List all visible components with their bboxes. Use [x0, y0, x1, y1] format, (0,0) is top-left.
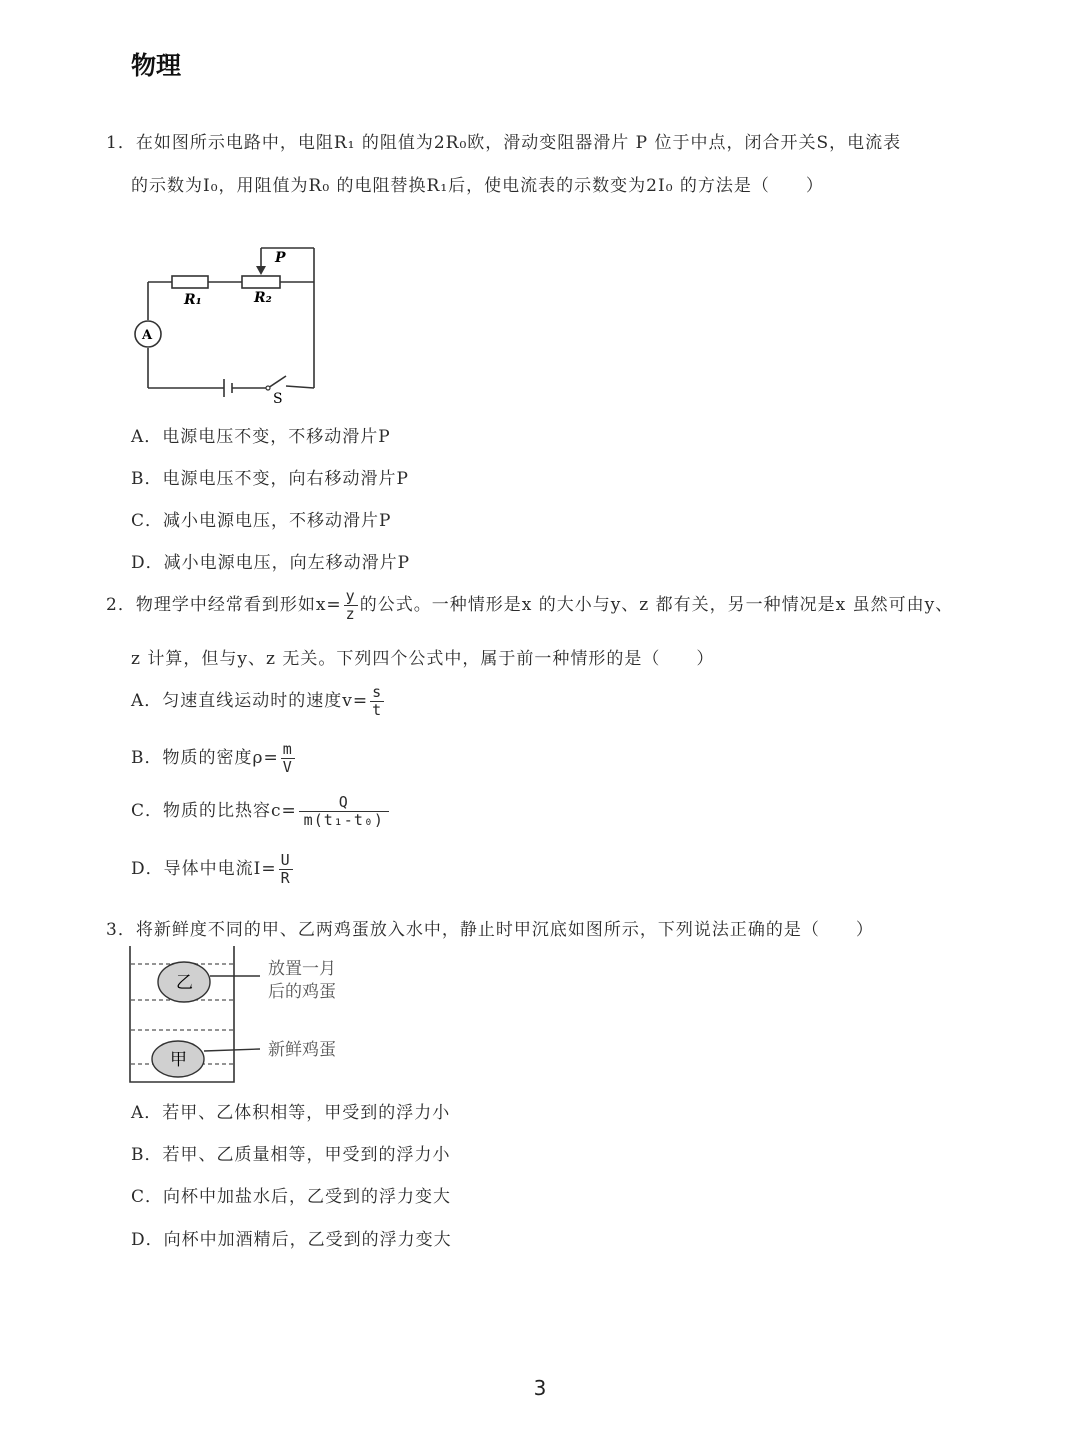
- q2-stem-post: 的公式。一种情形是x 的大小与y、z 都有关，另一种情况是x 虽然可由y、: [359, 595, 954, 615]
- q1-option-c: C．减小电源电压，不移动滑片P: [131, 511, 392, 531]
- label-switch: S: [273, 391, 283, 407]
- q3-stem-line1: 3．将新鲜度不同的甲、乙两鸡蛋放入水中，静止时甲沉底如图所示，下列说法正确的是（ ）: [106, 920, 874, 940]
- resistor-r1: [172, 276, 208, 288]
- q2-option-c: C．物质的比热容c= $\frac{Q}{\text{m(t₁-t₀)}}$: [131, 794, 391, 829]
- label-egg-jia: 甲: [170, 1050, 187, 1070]
- label-old-egg-2: 后的鸡蛋: [268, 982, 336, 1002]
- q3-option-c: C．向杯中加盐水后，乙受到的浮力变大: [131, 1187, 452, 1207]
- q3-option-a: A．若甲、乙体积相等，甲受到的浮力小: [131, 1103, 451, 1123]
- label-r2: R₂: [254, 290, 272, 306]
- q2-stem-line1: [106, 588, 953, 623]
- eggs-beaker-diagram: [126, 942, 366, 1088]
- label-r1: R₁: [184, 292, 202, 308]
- slider-arrow-icon: [256, 266, 266, 275]
- q1-stem-line2: 的示数为I₀，用阻值为R₀ 的电阻替换R₁后，使电流表的示数变为2I₀ 的方法是（ ）: [131, 176, 824, 196]
- resistor-r2: [242, 276, 280, 288]
- q1-option-a: A．电源电压不变，不移动滑片P: [131, 427, 391, 447]
- q2-formula-fraction: $\frac{y}{z}$: [345, 587, 356, 623]
- q2-stem-line2: z 计算，但与y、z 无关。下列四个公式中，属于前一种情形的是（ ）: [131, 649, 715, 669]
- label-egg-yi: 乙: [176, 973, 193, 993]
- label-old-egg-1: 放置一月: [268, 959, 336, 979]
- q3-option-b: B．若甲、乙质量相等，甲受到的浮力小: [131, 1145, 451, 1165]
- q1-option-d: D．减小电源电压，向左移动滑片P: [131, 553, 411, 573]
- q2-option-b: B．物质的密度ρ= $\frac{m}{V}$: [131, 740, 293, 776]
- label-fresh-egg: 新鲜鸡蛋: [268, 1040, 336, 1060]
- label-p: P: [275, 250, 286, 266]
- page-title: 物理: [131, 51, 182, 80]
- label-ammeter: A: [142, 328, 153, 343]
- q3-option-d: D．向杯中加酒精后，乙受到的浮力变大: [131, 1230, 452, 1250]
- q2-option-a: A．匀速直线运动时的速度v= $\frac{s}{t}$: [131, 683, 383, 719]
- circuit-diagram: [128, 240, 328, 410]
- q2-formula-lhs: x=: [315, 595, 342, 615]
- q1-stem-line1: 1．在如图所示电路中，电阻R₁ 的阻值为2R₀欧，滑动变阻器滑片 P 位于中点，闭合开关S，电流表: [106, 133, 902, 153]
- q2-option-d: D．导体中电流I= $\frac{U}{R}$: [131, 851, 291, 887]
- q1-option-b: B．电源电压不变，向右移动滑片P: [131, 469, 409, 489]
- q2-stem-pre: 2．物理学中经常看到形如: [106, 595, 316, 615]
- page-number: 3: [533, 1376, 547, 1400]
